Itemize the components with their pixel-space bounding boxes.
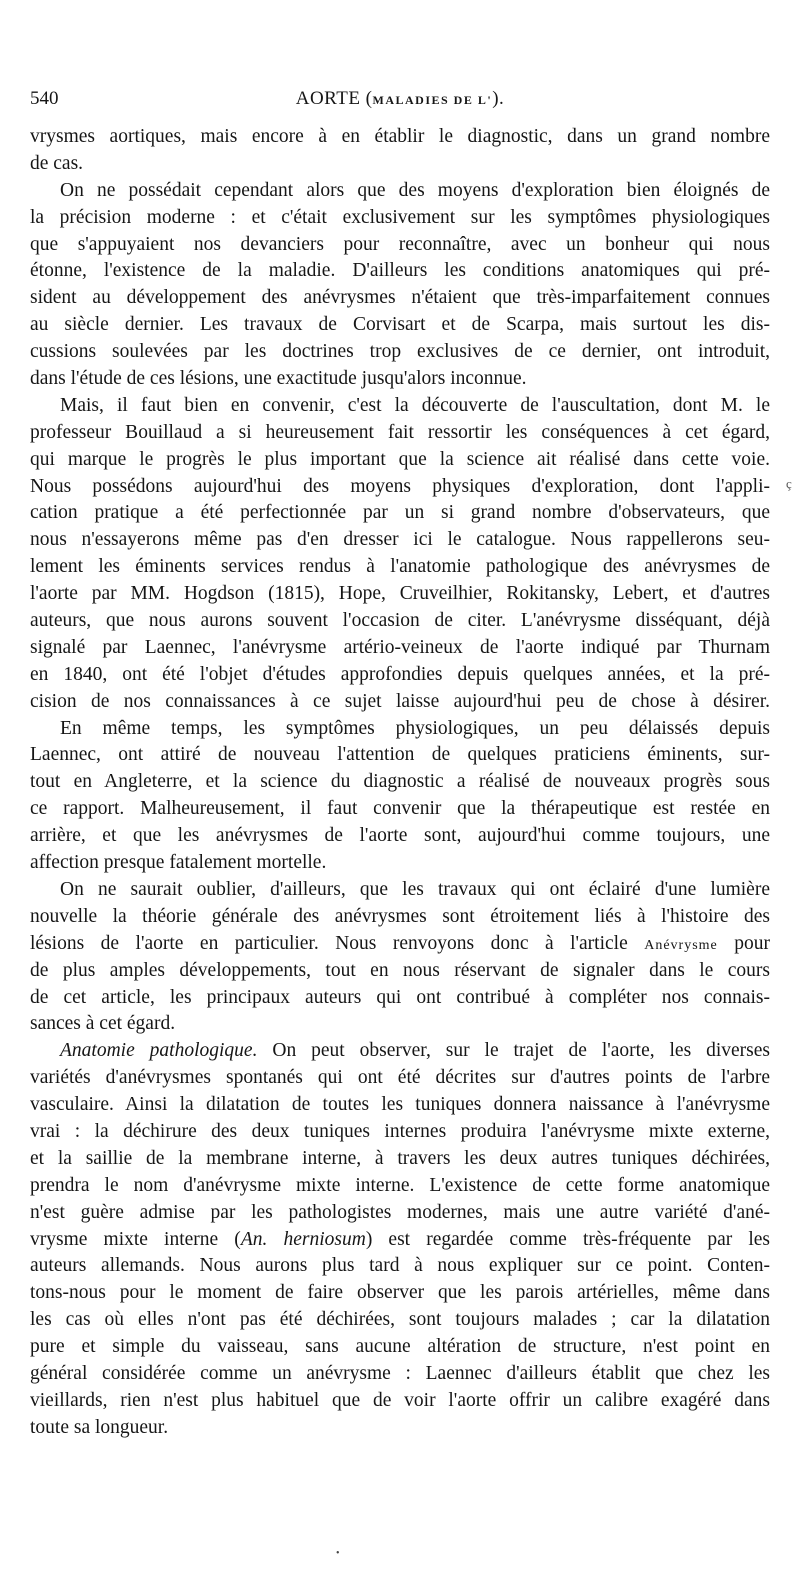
text-line (30, 1038, 770, 1065)
text-line: étonne, l'existence de la maladie. D'ailleurs les conditions anatomiques qui pré- (30, 260, 770, 282)
text-line: vrysmes aortiques, mais encore à en établir le diagnostic, dans un grand nombre (30, 126, 770, 147)
text-line: que s'appuyaient nos devanciers pour reconnaître, avec un bonheur qui nous (30, 233, 770, 255)
text-line (30, 1227, 770, 1254)
running-head-main: AORTE ( (295, 88, 373, 109)
text-line: sident au développement des anévrysmes n'étaient que très-imparfaitement connues (30, 287, 770, 309)
text-line: dans l'étude de ces lésions, une exactitude jusqu'alors inconnue. (30, 368, 527, 390)
margin-mark: ç (786, 476, 792, 491)
text-line: qui marque le progrès le plus important que la science ait réalisé dans cette voie. (30, 448, 770, 470)
text-line: En même temps, les symptômes physiologiques, un peu délaissés depuis (60, 717, 770, 739)
text-line: prendra le nom d'anévrysme mixte interne. L'existence de cette forme anatomique (30, 1174, 770, 1196)
text-line: vieillards, rien n'est plus habituel que de voir l'aorte offrir un calibre exagéré dans (30, 1389, 770, 1411)
text-line: tons-nous pour le moment de faire observer que les parois artérielles, même dans (30, 1282, 770, 1304)
section-heading: Anatomie pathologique. (60, 1040, 258, 1062)
text-segment: pour (734, 932, 771, 954)
text-segment: On peut observer, sur le trajet de l'aorte, les diverses (272, 1040, 770, 1062)
text-line: ce rapport. Malheureusement, il faut convenir que la thérapeutique est restée en (30, 798, 770, 820)
text-line: de cas. (30, 152, 84, 174)
text-line: de plus amples développements, tout en nous réservant de signaler dans le cours (30, 959, 770, 981)
text-line: lement les éminents services rendus à l'anatomie pathologique des anévrysmes de (30, 556, 770, 578)
text-line: Mais, il faut bien en convenir, c'est la découverte de l'auscultation, dont M. le (60, 394, 770, 416)
running-head (30, 88, 770, 110)
text-line: toute sa longueur. (30, 1416, 169, 1438)
text-line: l'aorte par MM. Hogdson (1815), Hope, Cruveilhier, Rokitansky, Lebert, et d'autres (30, 583, 770, 605)
page-header (30, 88, 770, 118)
latin-term: An. herniosum (240, 1228, 366, 1250)
text-line: et la saillie de la membrane interne, à travers les deux autres tuniques déchirées, (30, 1147, 770, 1169)
text-line: général considérée comme un anévrysme : Laennec d'ailleurs établit que chez les (30, 1362, 770, 1384)
text-line: pure et simple du vaisseau, sans aucune altération de structure, n'est point en (30, 1336, 770, 1358)
text-line: vasculaire. Ainsi la dilatation de toutes les tuniques donnera naissance à l'anévrysme (30, 1094, 770, 1116)
text-line: On ne possédait cependant alors que des moyens d'exploration bien éloignés de (60, 179, 770, 201)
text-line: Nous possédons aujourd'hui des moyens physiques d'exploration, dont l'appli- (30, 475, 770, 497)
text-line: vrai : la déchirure des deux tuniques internes produira l'anévrysme mixte externe, (30, 1120, 770, 1142)
text-line: Laennec, ont attiré de nouveau l'attention de quelques praticiens éminents, sur- (30, 744, 770, 766)
running-head-end: ). (492, 88, 505, 109)
text-line: la précision moderne : et c'était exclusivement sur les symptômes physiologiques (30, 206, 770, 228)
text-segment: ) est regardée comme très-fréquente par les (365, 1228, 771, 1250)
text-line: de cet article, les principaux auteurs qui ont contribué à compléter nos connais- (30, 986, 770, 1008)
text-line: auteurs allemands. Nous aurons plus tard à nous expliquer sur ce point. Conten- (30, 1255, 770, 1277)
running-head-small: MALADIES DE L' (372, 93, 493, 107)
text-line: arrière, et que les anévrysmes de l'aorte sont, aujourd'hui comme toujours, une (30, 825, 770, 847)
text-line: variétés d'anévrysmes spontanés qui ont été décrites sur d'autres points de l'arbre (30, 1067, 770, 1089)
page-number: 540 (30, 88, 59, 109)
text-line: n'est guère admise par les pathologistes modernes, mais une autre variété d'ané- (30, 1201, 770, 1223)
text-line: tout en Angleterre, et la science du diagnostic a réalisé de nouveaux progrès sous (30, 771, 770, 793)
text-line (30, 931, 770, 958)
text-line: en 1840, ont été l'objet d'études approfondies depuis quelques années, et la pré- (30, 663, 770, 685)
text-line: auteurs, que nous aurons souvent l'occasion de citer. L'anévrysme disséquant, déjà (30, 610, 770, 632)
text-line: nous n'essayerons même pas d'en dresser ici le catalogue. Nous rappellerons seu- (30, 529, 770, 551)
text-line: cation pratique a été perfectionnée par un si grand nombre d'observateurs, que (30, 502, 770, 524)
text-segment: lésions de l'aorte en particulier. Nous renvoyons donc à l'article (30, 932, 628, 954)
text-line: cussions soulevées par les doctrines trop exclusives de ce dernier, ont introduit, (30, 341, 770, 363)
text-line: les cas où elles n'ont pas été déchirées, sont toujours malades ; car la dilatation (30, 1309, 770, 1331)
text-line: au siècle dernier. Les travaux de Corvisart et de Scarpa, mais surtout les dis- (30, 314, 770, 336)
cross-reference: Anévrysme (644, 937, 718, 953)
text-line: professeur Bouillaud a si heureusement fait ressortir les conséquences à cet égard, (30, 421, 770, 443)
text-line: cision de nos connaissances à ce sujet laisse aujourd'hui peu de chose à désirer. (30, 690, 770, 712)
text-segment: vrysme mixte interne ( (30, 1228, 241, 1250)
text-line: nouvelle la théorie générale des anévrysmes sont étroitement liés à l'histoire des (30, 905, 770, 927)
text-line: sances à cet égard. (30, 1013, 176, 1035)
footer-mark: • (336, 1548, 340, 1559)
text-line: signalé par Laennec, l'anévrysme artério-veineux de l'aorte indiqué par Thurnam (30, 636, 770, 658)
text-line: On ne saurait oublier, d'ailleurs, que les travaux qui ont éclairé d'une lumière (60, 878, 770, 900)
body-text (30, 124, 770, 1442)
text-line: affection presque fatalement mortelle. (30, 852, 327, 874)
